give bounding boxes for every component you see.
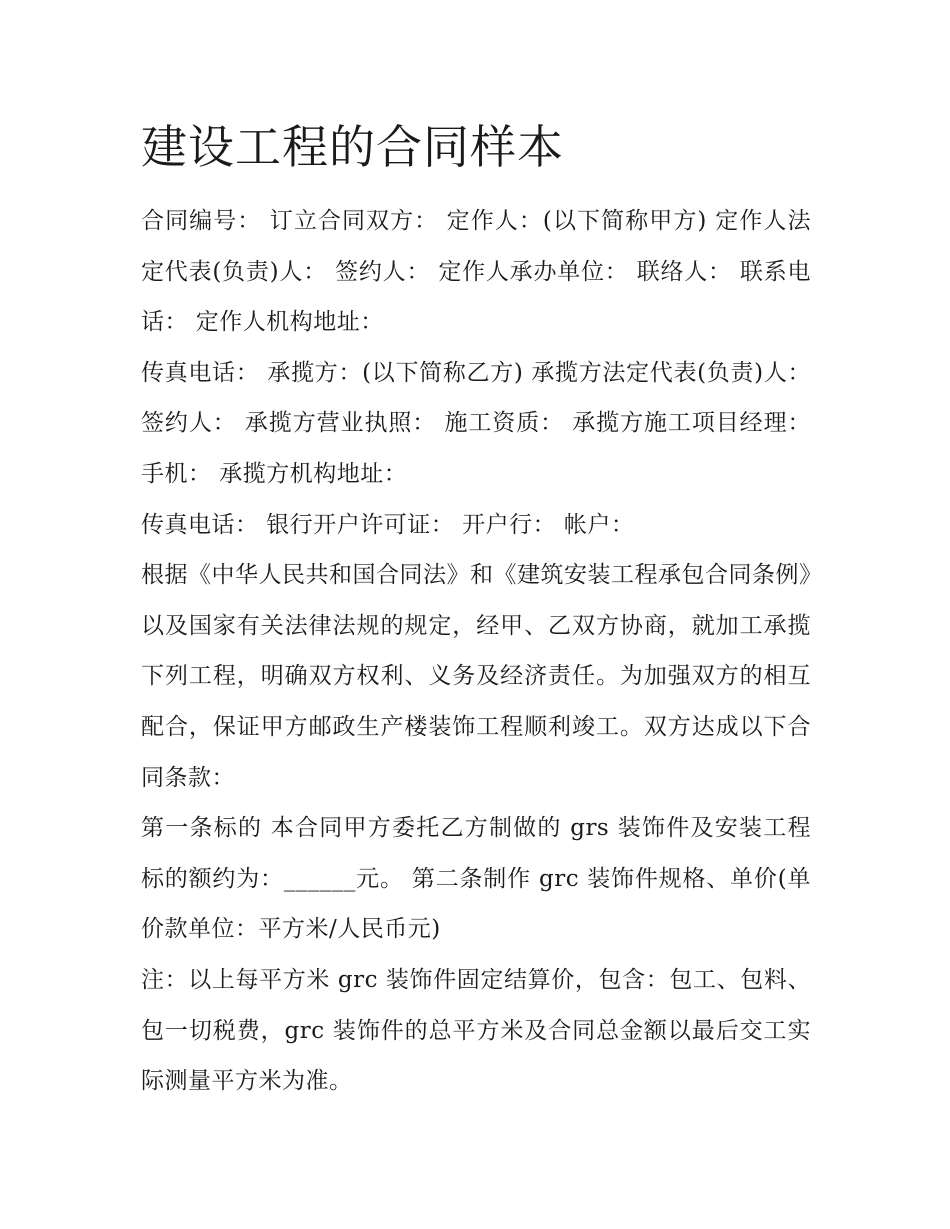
paragraph-preamble: 根据《中华人民共和国合同法》和《建筑安装工程承包合同条例》以及国家有关法律法规的规定，经甲、乙双方协商，就加工承揽下列工程，明确双方权利、义务及经济责任。为加强双方的相互配合，保证甲方邮政生产楼装饰工程顺利竣工。双方达成以下合同条款： — [141, 562, 811, 791]
paragraph-clause-1-2: 第一条标的 本合同甲方委托乙方制做的 grs 装饰件及安装工程标的额约为：______元。 第二条制作 grc 装饰件规格、单价(单价款单位：平方米/人民币元) — [141, 815, 811, 943]
paragraph-note: 注：以上每平方米 grc 装饰件固定结算价，包含：包工、包料、包一切税费，grc 装饰件的总平方米及合同总金额以最后交工实际测量平方米为准。 — [141, 966, 811, 1095]
document-body — [141, 196, 811, 1107]
document-title: 建设工程的合同样本 — [141, 120, 564, 174]
paragraph-parties-1: 合同编号： 订立合同双方： 定作人：(以下简称甲方) 定作人法定代表(负责)人： 签约人： 定作人承办单位： 联络人： 联系电话： 定作人机构地址： — [141, 208, 811, 336]
paragraph-bank-info: 传真电话： 银行开户许可证： 开户行： 帐户： — [141, 511, 635, 538]
paragraph-parties-2: 传真电话： 承揽方：(以下简称乙方) 承揽方法定代表(负责)人： 签约人： 承揽方营业执照： 施工资质： 承揽方施工项目经理： 手机： 承揽方机构地址： — [141, 359, 811, 487]
